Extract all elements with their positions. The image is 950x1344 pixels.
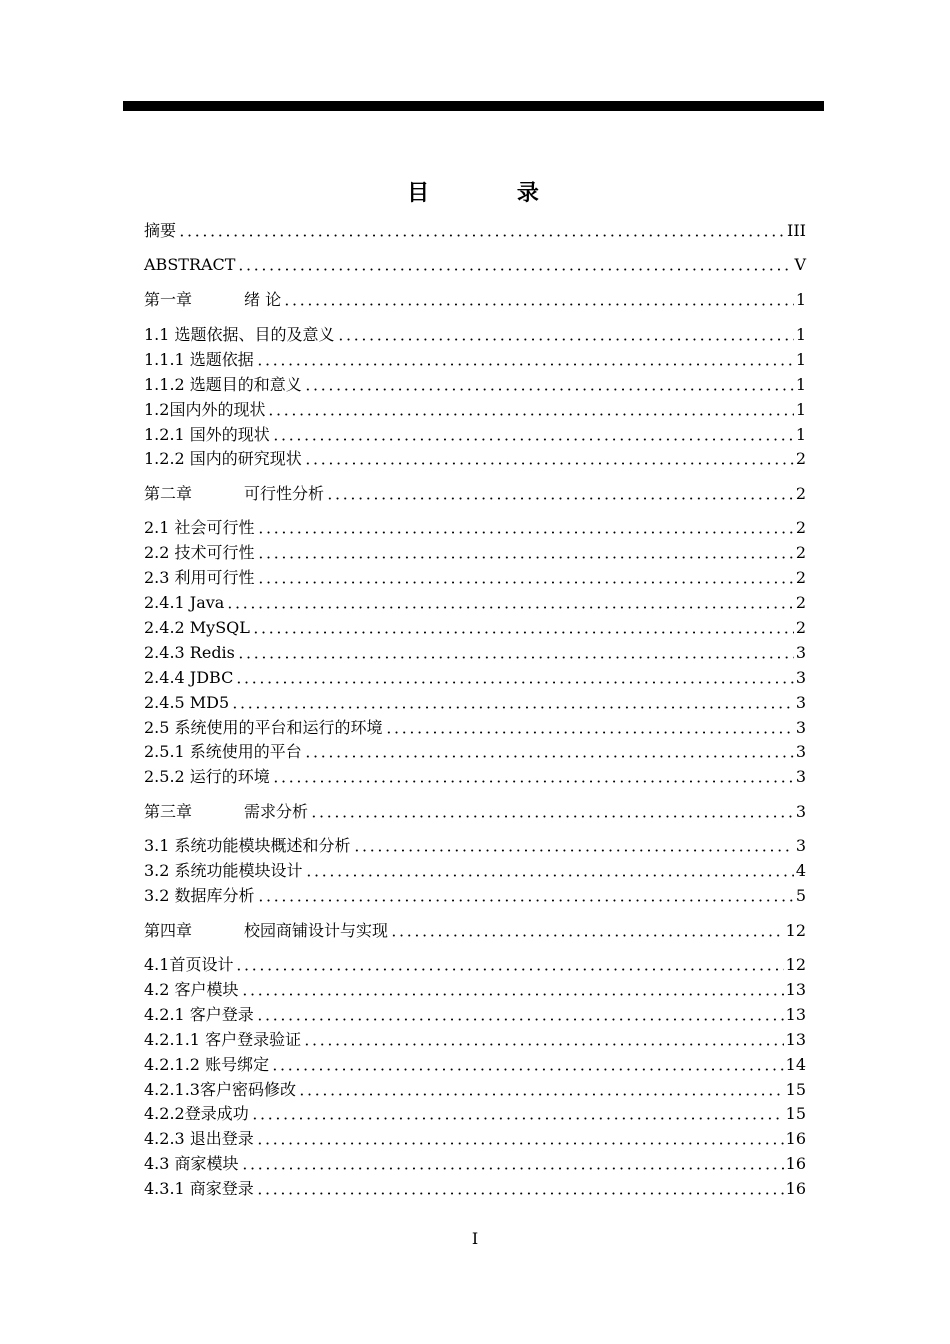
chapter-title: 校园商铺设计与实现	[244, 921, 389, 940]
toc-page-number: 12	[785, 921, 806, 940]
dot-leader	[305, 874, 794, 877]
dot-leader	[235, 968, 783, 971]
toc-entry-label	[144, 921, 388, 941]
toc-entry-label	[144, 484, 324, 504]
toc-page-number: 15	[785, 1104, 806, 1123]
dot-leader	[272, 780, 794, 783]
chapter-number: 第一章	[144, 290, 193, 309]
toc-entry-label: 1.2.1 国外的现状	[144, 425, 270, 444]
toc-page-number: 3	[795, 742, 806, 761]
toc-entry-label: 3.2 系统功能模块设计	[144, 861, 303, 880]
chapter-number: 第二章	[144, 484, 193, 503]
dot-leader	[385, 731, 794, 734]
toc-entry-label: 4.2.3 退出登录	[144, 1129, 254, 1148]
dot-leader	[283, 303, 794, 306]
toc-entry[interactable]	[144, 1149, 806, 1174]
toc-entry[interactable]	[144, 713, 806, 738]
toc-entry[interactable]	[144, 831, 806, 856]
toc-page-number: 15	[785, 1080, 806, 1099]
dot-leader	[256, 1192, 784, 1195]
page-number: I	[471, 1229, 479, 1248]
toc-entry-label: 1.1 选题依据、目的及意义	[144, 325, 335, 344]
toc-entry-label: 4.2.1.1 客户登录验证	[144, 1030, 302, 1049]
dot-leader	[304, 388, 794, 391]
toc-entry-label: 4.2.1 客户登录	[144, 1005, 254, 1024]
toc-entry-label: 4.1首页设计	[144, 955, 234, 974]
dot-leader	[337, 338, 794, 341]
toc-entry-label: 4.3 商家模块	[144, 1154, 239, 1173]
toc-entry-label: 3.1 系统功能模块概述和分析	[144, 836, 351, 855]
chapter-number: 第三章	[144, 802, 193, 821]
toc-entry-label: 1.2.2 国内的研究现状	[144, 449, 302, 468]
toc-page-number: 2	[795, 568, 806, 587]
toc-entry-label: 2.5.2 运行的环境	[144, 767, 270, 786]
dot-leader	[252, 631, 794, 634]
toc-entry-label: 2.3 利用可行性	[144, 568, 255, 587]
toc-page-number: 3	[795, 668, 806, 687]
toc-entry-label: 4.2 客户模块	[144, 980, 239, 999]
chapter-title: 可行性分析	[244, 484, 325, 503]
dot-leader	[256, 1142, 784, 1145]
toc-entry-label: 1.1.2 选题目的和意义	[144, 375, 302, 394]
dot-leader	[251, 1117, 784, 1120]
toc-page-number: 12	[785, 955, 806, 974]
toc-page-number: 13	[785, 1030, 806, 1049]
toc-entry[interactable]	[144, 688, 806, 713]
toc-entry[interactable]	[144, 663, 806, 688]
toc-page-number: V	[794, 255, 806, 274]
dot-leader	[235, 681, 793, 684]
toc-entry[interactable]	[144, 1000, 806, 1025]
toc-page-number: 2	[795, 618, 806, 637]
toc-chapter-entry[interactable]	[144, 285, 806, 310]
toc-page-number: 2	[795, 484, 806, 503]
toc-entry[interactable]	[144, 216, 806, 241]
toc-page-number: 3	[795, 643, 806, 662]
toc-entry-label: 2.4.2 MySQL	[144, 618, 250, 637]
toc-page-number: 16	[785, 1129, 806, 1148]
toc-page-number: 4	[795, 861, 806, 880]
toc-entry[interactable]	[144, 613, 806, 638]
toc-entry-label: 2.2 技术可行性	[144, 543, 255, 562]
toc-entry[interactable]	[144, 1050, 806, 1075]
dot-leader	[237, 268, 792, 271]
toc-entry[interactable]	[144, 1025, 806, 1050]
toc-entry-label	[144, 290, 281, 310]
toc-page-number: 3	[795, 767, 806, 786]
toc-entry[interactable]	[144, 513, 806, 538]
toc-page-number: 2	[795, 449, 806, 468]
toc-page-number: 3	[795, 836, 806, 855]
dot-leader	[241, 993, 784, 996]
toc-page-number: 3	[795, 693, 806, 712]
chapter-title: 绪 论	[244, 290, 282, 309]
dot-leader	[237, 656, 794, 659]
toc-entry[interactable]	[144, 856, 806, 881]
toc-title: 目 录	[407, 181, 579, 206]
toc-entry-label: 1.2国内外的现状	[144, 400, 266, 419]
toc-entry[interactable]	[144, 345, 806, 370]
toc-page-number: 13	[785, 1005, 806, 1024]
toc-page-number: III	[787, 221, 806, 240]
toc-entry[interactable]	[144, 1075, 806, 1100]
dot-leader	[298, 1093, 784, 1096]
toc-page-number: 1	[795, 325, 806, 344]
toc-page-number: 1	[795, 425, 806, 444]
toc-page-number: 1	[795, 400, 806, 419]
toc-page-number: 14	[785, 1055, 806, 1074]
dot-leader	[271, 1068, 784, 1071]
toc-entry[interactable]	[144, 250, 806, 275]
toc-entry[interactable]	[144, 420, 806, 445]
toc-entry[interactable]	[144, 444, 806, 469]
toc-entry-label: 2.4.4 JDBC	[144, 668, 234, 687]
toc-entry-label: 4.2.1.2 账号绑定	[144, 1055, 270, 1074]
toc-page-number: 5	[795, 886, 806, 905]
toc-chapter-entry[interactable]	[144, 797, 806, 822]
toc-entry[interactable]	[144, 762, 806, 787]
toc-entry-label	[144, 802, 308, 822]
toc-entry[interactable]	[144, 563, 806, 588]
toc-page-number: 3	[795, 802, 806, 821]
toc-entry-label: 2.5.1 系统使用的平台	[144, 742, 302, 761]
toc-entry[interactable]	[144, 881, 806, 906]
dot-leader	[241, 1167, 784, 1170]
toc-entry-label: 4.3.1 商家登录	[144, 1179, 254, 1198]
chapter-title: 需求分析	[244, 802, 309, 821]
toc-page-number: 16	[785, 1154, 806, 1173]
toc-entry-label: 4.2.1.3客户密码修改	[144, 1080, 296, 1099]
toc-entry[interactable]	[144, 1099, 806, 1124]
toc-entry-label: 4.2.2登录成功	[144, 1104, 249, 1123]
dot-leader	[267, 413, 793, 416]
toc-entry[interactable]	[144, 395, 806, 420]
dot-leader	[257, 556, 794, 559]
toc-entry-label: 2.1 社会可行性	[144, 518, 255, 537]
toc-page-number: 1	[795, 375, 806, 394]
toc-page-number: 16	[785, 1179, 806, 1198]
toc-entry-label: 2.5 系统使用的平台和运行的环境	[144, 718, 383, 737]
toc-entry[interactable]	[144, 538, 806, 563]
dot-leader	[326, 497, 794, 500]
dot-leader	[390, 934, 784, 937]
toc-entry[interactable]	[144, 975, 806, 1000]
toc-page-number: 2	[795, 518, 806, 537]
toc-chapter-entry[interactable]	[144, 916, 806, 941]
dot-leader	[310, 815, 794, 818]
toc-entry[interactable]	[144, 737, 806, 762]
toc-page-number: 3	[795, 718, 806, 737]
toc-page-number: 1	[795, 290, 806, 309]
chapter-number: 第四章	[144, 921, 193, 940]
toc-entry-label: 2.4.5 MD5	[144, 693, 230, 712]
toc-page-number: 2	[795, 593, 806, 612]
toc-entry[interactable]	[144, 1124, 806, 1149]
toc-entry[interactable]	[144, 320, 806, 345]
dot-leader	[231, 706, 794, 709]
toc-entry-label: 3.2 数据库分析	[144, 886, 255, 905]
toc-chapter-entry[interactable]	[144, 479, 806, 504]
toc-page-number: 1	[795, 350, 806, 369]
dot-leader	[303, 1043, 784, 1046]
toc-entry-label: 1.1.1 选题依据	[144, 350, 254, 369]
dot-leader	[304, 755, 794, 758]
toc-entry-label: 2.4.3 Redis	[144, 643, 235, 662]
toc-entry-label: ABSTRACT	[144, 255, 236, 274]
dot-leader	[256, 363, 794, 366]
toc-entry-label: 2.4.1 Java	[144, 593, 225, 612]
dot-leader	[353, 849, 794, 852]
top-rule	[123, 101, 824, 111]
toc-entry-label: 摘要	[144, 221, 177, 240]
dot-leader	[257, 581, 794, 584]
toc-entry[interactable]	[144, 950, 806, 975]
dot-leader	[226, 606, 793, 609]
dot-leader	[304, 462, 794, 465]
dot-leader	[272, 438, 794, 441]
toc-entry[interactable]	[144, 588, 806, 613]
toc-entry[interactable]	[144, 1174, 806, 1199]
toc-page-number: 13	[785, 980, 806, 999]
dot-leader	[257, 531, 794, 534]
dot-leader	[256, 1018, 784, 1021]
dot-leader	[178, 234, 785, 237]
dot-leader	[257, 899, 794, 902]
toc-entry[interactable]	[144, 370, 806, 395]
toc-entry[interactable]	[144, 638, 806, 663]
toc-page-number: 2	[795, 543, 806, 562]
